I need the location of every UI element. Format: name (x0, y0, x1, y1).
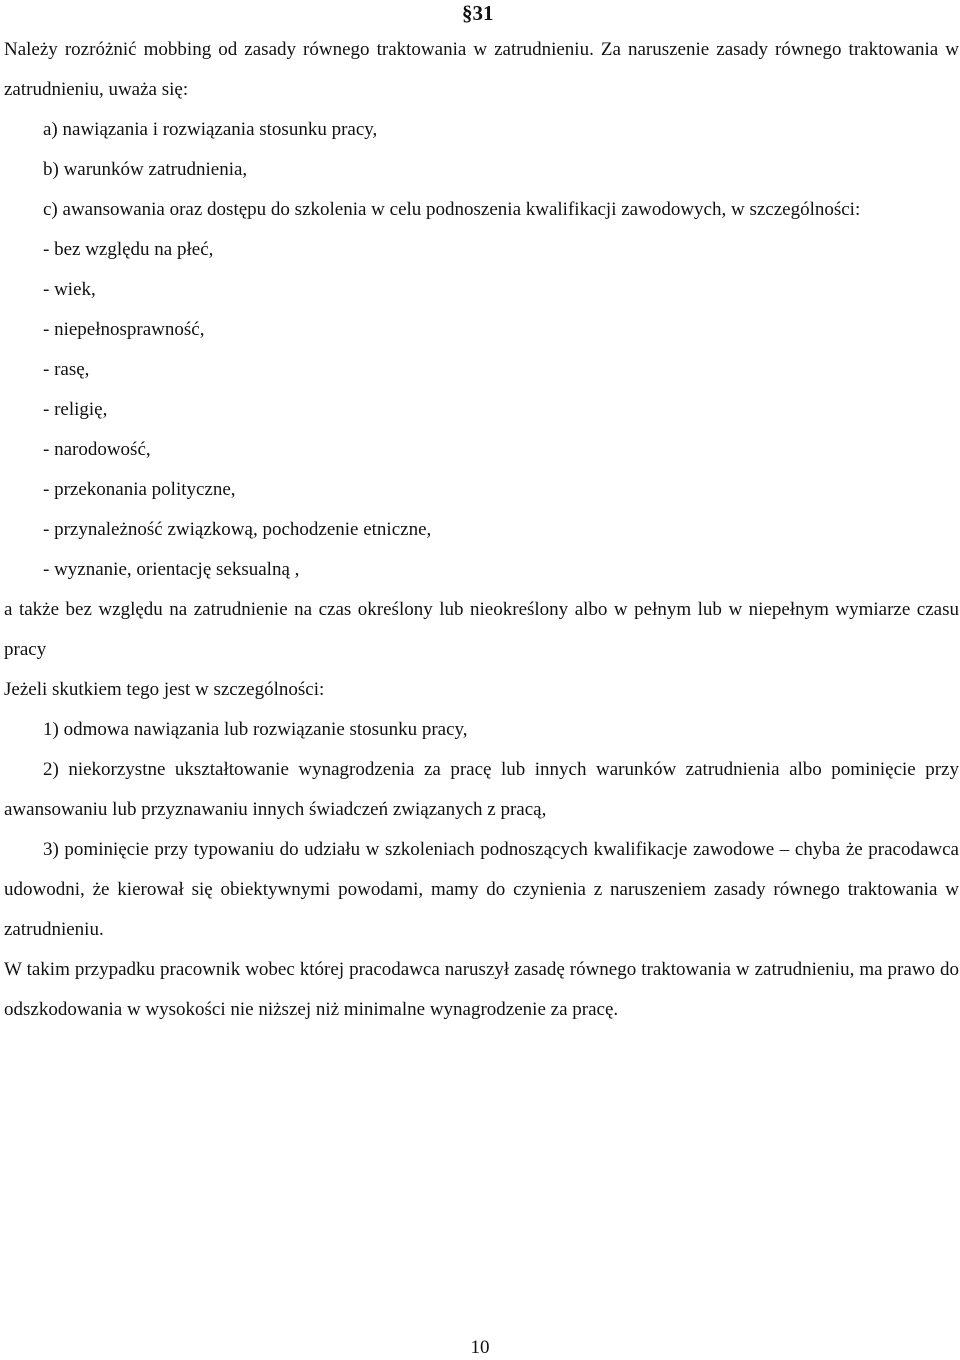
bullet-item: - rasę, (43, 359, 90, 380)
bullet-item: - bez względu na płeć, (43, 239, 214, 260)
section-heading: §31 (462, 1, 494, 25)
bullet-item: - wyznanie, orientację seksualną , (43, 559, 300, 580)
effect-item-3: 3) pominięcie przy typowaniu do udziału w szkoleniach podnoszących kwalifikacje zawodowe – chyba że pracodawca udowodni, że kierował się obiektywnymi powodami, mamy do czynienia z naruszeniem zasady równego traktowania w zatrudnieniu. (4, 839, 959, 940)
list-item-b: b) warunków zatrudnienia, (43, 159, 248, 180)
effect-heading: Jeżeli skutkiem tego jest w szczególności: (4, 679, 325, 700)
effect-item-2: 2) niekorzystne ukształtowanie wynagrodzenia za pracę lub innych warunków zatrudnienia albo pominięcie przy awansowaniu lub przyznawaniu innych świadczeń związanych z pracą, (4, 759, 959, 820)
bullet-item: - religię, (43, 399, 108, 420)
bullet-item: - wiek, (43, 279, 96, 300)
bullet-item: - narodowość, (43, 439, 151, 460)
bullet-item: - niepełnosprawność, (43, 319, 205, 340)
conclusion-paragraph: W takim przypadku pracownik wobec której pracodawca naruszył zasadę równego traktowania w zatrudnieniu, ma prawo do odszkodowania w wysokości nie niższej niż minimalne wynagrodzenie za pracę. (4, 959, 959, 1020)
document-body (4, 30, 959, 1030)
list-item-c: c) awansowania oraz dostępu do szkolenia w celu podnoszenia kwalifikacji zawodowych, w szczególności: (43, 199, 861, 220)
bullet-item: - przekonania polityczne, (43, 479, 236, 500)
also-paragraph: a także bez względu na zatrudnienie na czas określony lub nieokreślony albo w pełnym lub w niepełnym wymiarze czasu pracy (4, 599, 959, 660)
bullet-item: - przynależność związkową, pochodzenie etniczne, (43, 519, 432, 540)
list-item-a: a) nawiązania i rozwiązania stosunku pracy, (43, 119, 378, 140)
effect-item-1: 1) odmowa nawiązania lub rozwiązanie stosunku pracy, (43, 719, 468, 740)
page-number: 10 (470, 1337, 490, 1358)
intro-paragraph: Należy rozróżnić mobbing od zasady równego traktowania w zatrudnieniu. Za naruszenie zasady równego traktowania w zatrudnieniu, uważa się: (4, 39, 959, 100)
